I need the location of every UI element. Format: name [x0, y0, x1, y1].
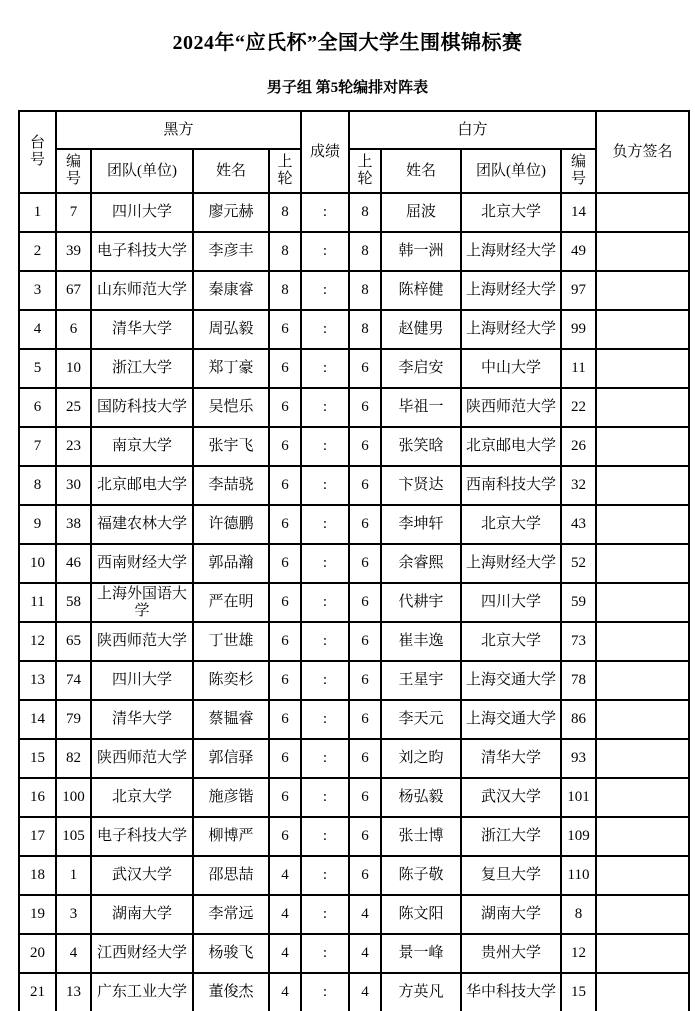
header-result: 成绩: [301, 111, 349, 193]
white-prev-round-cell: 6: [349, 349, 381, 388]
table-row: [19, 934, 689, 973]
white-prev-round-cell: 6: [349, 427, 381, 466]
result-cell: :: [301, 232, 349, 271]
white-player-name-cell: 杨弘毅: [381, 778, 461, 817]
black-player-name-cell: 许德鹏: [193, 505, 269, 544]
board-number-cell: 7: [19, 427, 56, 466]
white-team-cell: 华中科技大学: [461, 973, 561, 1011]
black-prev-round-cell: 6: [269, 388, 301, 427]
board-number-cell: 4: [19, 310, 56, 349]
board-number-cell: 8: [19, 466, 56, 505]
white-team-cell: 上海交通大学: [461, 700, 561, 739]
black-player-number-cell: 7: [56, 193, 91, 232]
white-player-number-cell: 11: [561, 349, 596, 388]
board-number-cell: 9: [19, 505, 56, 544]
white-player-number-cell: 78: [561, 661, 596, 700]
white-player-number-cell: 73: [561, 622, 596, 661]
loser-signature-cell: [596, 934, 689, 973]
black-team-cell: 浙江大学: [91, 349, 193, 388]
header-white-side: 白方: [349, 111, 596, 149]
loser-signature-cell: [596, 700, 689, 739]
black-prev-round-cell: 4: [269, 973, 301, 1011]
black-player-number-cell: 105: [56, 817, 91, 856]
header-black-prev-round: 上轮: [269, 149, 301, 193]
loser-signature-cell: [596, 661, 689, 700]
white-prev-round-cell: 4: [349, 934, 381, 973]
board-number-cell: 5: [19, 349, 56, 388]
table-row: [19, 544, 689, 583]
black-team-cell: 清华大学: [91, 700, 193, 739]
white-player-name-cell: 李天元: [381, 700, 461, 739]
black-player-name-cell: 丁世雄: [193, 622, 269, 661]
black-team-cell: 广东工业大学: [91, 973, 193, 1011]
result-cell: :: [301, 310, 349, 349]
white-player-name-cell: 方英凡: [381, 973, 461, 1011]
result-cell: :: [301, 661, 349, 700]
black-player-number-cell: 23: [56, 427, 91, 466]
black-prev-round-cell: 6: [269, 700, 301, 739]
white-prev-round-cell: 6: [349, 388, 381, 427]
header-loser-signature: 负方签名: [596, 111, 689, 193]
black-team-cell: 电子科技大学: [91, 232, 193, 271]
white-prev-round-cell: 4: [349, 895, 381, 934]
black-team-cell: 南京大学: [91, 427, 193, 466]
black-prev-round-cell: 6: [269, 622, 301, 661]
black-team-cell: 西南财经大学: [91, 544, 193, 583]
black-player-number-cell: 38: [56, 505, 91, 544]
black-player-number-cell: 82: [56, 739, 91, 778]
black-prev-round-cell: 6: [269, 505, 301, 544]
black-team-cell: 四川大学: [91, 661, 193, 700]
table-row: [19, 466, 689, 505]
table-row: [19, 271, 689, 310]
black-prev-round-cell: 6: [269, 310, 301, 349]
black-player-name-cell: 郑丁豪: [193, 349, 269, 388]
board-number-cell: 16: [19, 778, 56, 817]
loser-signature-cell: [596, 271, 689, 310]
white-team-cell: 武汉大学: [461, 778, 561, 817]
black-player-number-cell: 30: [56, 466, 91, 505]
white-prev-round-cell: 6: [349, 856, 381, 895]
table-row: [19, 856, 689, 895]
result-cell: :: [301, 778, 349, 817]
result-cell: :: [301, 349, 349, 388]
white-team-cell: 四川大学: [461, 583, 561, 622]
black-player-name-cell: 李彦丰: [193, 232, 269, 271]
table-row: [19, 388, 689, 427]
white-player-name-cell: 崔丰逸: [381, 622, 461, 661]
loser-signature-cell: [596, 466, 689, 505]
white-player-name-cell: 李坤轩: [381, 505, 461, 544]
board-number-cell: 6: [19, 388, 56, 427]
header-black-side: 黑方: [56, 111, 301, 149]
loser-signature-cell: [596, 544, 689, 583]
black-prev-round-cell: 6: [269, 544, 301, 583]
white-team-cell: 北京大学: [461, 505, 561, 544]
black-player-number-cell: 4: [56, 934, 91, 973]
loser-signature-cell: [596, 739, 689, 778]
loser-signature-cell: [596, 817, 689, 856]
table-row: [19, 310, 689, 349]
black-player-name-cell: 陈奕杉: [193, 661, 269, 700]
black-prev-round-cell: 8: [269, 271, 301, 310]
black-player-number-cell: 25: [56, 388, 91, 427]
white-player-name-cell: 张笑晗: [381, 427, 461, 466]
black-prev-round-cell: 8: [269, 193, 301, 232]
table-row: [19, 778, 689, 817]
white-team-cell: 上海财经大学: [461, 232, 561, 271]
black-team-cell: 电子科技大学: [91, 817, 193, 856]
result-cell: :: [301, 739, 349, 778]
white-prev-round-cell: 6: [349, 778, 381, 817]
board-number-cell: 21: [19, 973, 56, 1011]
black-team-cell: 国防科技大学: [91, 388, 193, 427]
white-team-cell: 中山大学: [461, 349, 561, 388]
board-number-cell: 17: [19, 817, 56, 856]
black-player-number-cell: 10: [56, 349, 91, 388]
board-number-cell: 15: [19, 739, 56, 778]
white-player-number-cell: 22: [561, 388, 596, 427]
black-player-number-cell: 1: [56, 856, 91, 895]
white-prev-round-cell: 6: [349, 817, 381, 856]
table-row: [19, 505, 689, 544]
board-number-cell: 11: [19, 583, 56, 622]
black-player-number-cell: 46: [56, 544, 91, 583]
black-prev-round-cell: 6: [269, 349, 301, 388]
white-team-cell: 西南科技大学: [461, 466, 561, 505]
white-player-name-cell: 毕祖一: [381, 388, 461, 427]
table-row: [19, 193, 689, 232]
loser-signature-cell: [596, 310, 689, 349]
white-prev-round-cell: 6: [349, 739, 381, 778]
board-number-cell: 13: [19, 661, 56, 700]
black-player-name-cell: 吴恺乐: [193, 388, 269, 427]
header-black-name: 姓名: [193, 149, 269, 193]
board-number-cell: 18: [19, 856, 56, 895]
white-team-cell: 上海财经大学: [461, 544, 561, 583]
white-prev-round-cell: 6: [349, 505, 381, 544]
result-cell: :: [301, 505, 349, 544]
white-team-cell: 上海财经大学: [461, 271, 561, 310]
white-player-name-cell: 卞贤达: [381, 466, 461, 505]
black-team-cell: 上海外国语大学: [91, 583, 193, 622]
black-prev-round-cell: 6: [269, 739, 301, 778]
white-player-name-cell: 陈文阳: [381, 895, 461, 934]
white-player-name-cell: 代耕宇: [381, 583, 461, 622]
black-player-number-cell: 79: [56, 700, 91, 739]
black-team-cell: 清华大学: [91, 310, 193, 349]
page-subtitle: 男子组 第5轮编排对阵表: [266, 80, 429, 96]
table-row: [19, 973, 689, 1011]
loser-signature-cell: [596, 505, 689, 544]
loser-signature-cell: [596, 193, 689, 232]
loser-signature-cell: [596, 232, 689, 271]
white-prev-round-cell: 6: [349, 544, 381, 583]
black-team-cell: 北京大学: [91, 778, 193, 817]
result-cell: :: [301, 973, 349, 1011]
result-cell: :: [301, 856, 349, 895]
black-player-name-cell: 李常远: [193, 895, 269, 934]
board-number-cell: 19: [19, 895, 56, 934]
white-player-name-cell: 屈波: [381, 193, 461, 232]
white-player-number-cell: 99: [561, 310, 596, 349]
black-player-name-cell: 张宇飞: [193, 427, 269, 466]
white-player-name-cell: 陈子敬: [381, 856, 461, 895]
result-cell: :: [301, 193, 349, 232]
black-player-name-cell: 邵思喆: [193, 856, 269, 895]
white-prev-round-cell: 4: [349, 973, 381, 1011]
loser-signature-cell: [596, 895, 689, 934]
result-cell: :: [301, 466, 349, 505]
header-white-player-number: 编号: [561, 149, 596, 193]
black-team-cell: 陕西师范大学: [91, 622, 193, 661]
table-row: [19, 817, 689, 856]
black-player-name-cell: 郭品瀚: [193, 544, 269, 583]
white-player-number-cell: 109: [561, 817, 596, 856]
loser-signature-cell: [596, 427, 689, 466]
page-title: 2024年“应氏杯”全国大学生围棋锦标赛: [172, 32, 523, 54]
table-row: [19, 661, 689, 700]
white-team-cell: 北京大学: [461, 622, 561, 661]
white-player-number-cell: 15: [561, 973, 596, 1011]
loser-signature-cell: [596, 388, 689, 427]
black-player-number-cell: 58: [56, 583, 91, 622]
loser-signature-cell: [596, 583, 689, 622]
white-player-name-cell: 陈梓健: [381, 271, 461, 310]
white-prev-round-cell: 6: [349, 661, 381, 700]
black-team-cell: 武汉大学: [91, 856, 193, 895]
black-player-number-cell: 6: [56, 310, 91, 349]
white-player-number-cell: 26: [561, 427, 596, 466]
white-team-cell: 复旦大学: [461, 856, 561, 895]
loser-signature-cell: [596, 856, 689, 895]
black-team-cell: 江西财经大学: [91, 934, 193, 973]
black-player-name-cell: 严在明: [193, 583, 269, 622]
table-row: [19, 583, 689, 622]
black-prev-round-cell: 4: [269, 856, 301, 895]
white-team-cell: 北京邮电大学: [461, 427, 561, 466]
result-cell: :: [301, 583, 349, 622]
result-cell: :: [301, 388, 349, 427]
black-player-name-cell: 董俊杰: [193, 973, 269, 1011]
table-row: [19, 622, 689, 661]
board-number-cell: 2: [19, 232, 56, 271]
loser-signature-cell: [596, 973, 689, 1011]
white-team-cell: 贵州大学: [461, 934, 561, 973]
loser-signature-cell: [596, 349, 689, 388]
black-player-name-cell: 李喆骁: [193, 466, 269, 505]
table-row: [19, 427, 689, 466]
black-player-name-cell: 柳博严: [193, 817, 269, 856]
white-prev-round-cell: 6: [349, 700, 381, 739]
white-player-number-cell: 8: [561, 895, 596, 934]
result-cell: :: [301, 427, 349, 466]
white-player-number-cell: 59: [561, 583, 596, 622]
result-cell: :: [301, 817, 349, 856]
white-team-cell: 上海财经大学: [461, 310, 561, 349]
header-board-number: 台号: [19, 111, 56, 193]
white-team-cell: 清华大学: [461, 739, 561, 778]
black-prev-round-cell: 4: [269, 934, 301, 973]
black-player-number-cell: 74: [56, 661, 91, 700]
board-number-cell: 14: [19, 700, 56, 739]
black-team-cell: 福建农林大学: [91, 505, 193, 544]
black-prev-round-cell: 6: [269, 427, 301, 466]
result-cell: :: [301, 895, 349, 934]
white-player-number-cell: 110: [561, 856, 596, 895]
white-player-number-cell: 52: [561, 544, 596, 583]
board-number-cell: 1: [19, 193, 56, 232]
board-number-cell: 10: [19, 544, 56, 583]
table-row: [19, 349, 689, 388]
white-prev-round-cell: 6: [349, 583, 381, 622]
black-player-name-cell: 廖元赫: [193, 193, 269, 232]
white-prev-round-cell: 8: [349, 232, 381, 271]
white-player-number-cell: 97: [561, 271, 596, 310]
black-team-cell: 四川大学: [91, 193, 193, 232]
table-row: [19, 232, 689, 271]
black-team-cell: 陕西师范大学: [91, 739, 193, 778]
white-player-number-cell: 43: [561, 505, 596, 544]
black-player-name-cell: 蔡韫睿: [193, 700, 269, 739]
board-number-cell: 3: [19, 271, 56, 310]
white-prev-round-cell: 6: [349, 622, 381, 661]
header-white-name: 姓名: [381, 149, 461, 193]
result-cell: :: [301, 271, 349, 310]
white-player-number-cell: 93: [561, 739, 596, 778]
white-player-number-cell: 86: [561, 700, 596, 739]
white-player-name-cell: 余睿熙: [381, 544, 461, 583]
table-row: [19, 895, 689, 934]
black-prev-round-cell: 6: [269, 466, 301, 505]
result-cell: :: [301, 934, 349, 973]
black-player-name-cell: 施彦锴: [193, 778, 269, 817]
result-cell: :: [301, 700, 349, 739]
white-team-cell: 湖南大学: [461, 895, 561, 934]
loser-signature-cell: [596, 622, 689, 661]
white-team-cell: 陕西师范大学: [461, 388, 561, 427]
result-cell: :: [301, 544, 349, 583]
white-prev-round-cell: 8: [349, 193, 381, 232]
result-cell: :: [301, 622, 349, 661]
black-player-number-cell: 39: [56, 232, 91, 271]
black-prev-round-cell: 6: [269, 817, 301, 856]
black-player-number-cell: 13: [56, 973, 91, 1011]
white-player-name-cell: 王星宇: [381, 661, 461, 700]
white-player-number-cell: 14: [561, 193, 596, 232]
white-prev-round-cell: 8: [349, 310, 381, 349]
black-team-cell: 北京邮电大学: [91, 466, 193, 505]
white-player-name-cell: 韩一洲: [381, 232, 461, 271]
black-prev-round-cell: 8: [269, 232, 301, 271]
white-prev-round-cell: 6: [349, 466, 381, 505]
black-player-name-cell: 周弘毅: [193, 310, 269, 349]
white-team-cell: 浙江大学: [461, 817, 561, 856]
white-player-number-cell: 101: [561, 778, 596, 817]
white-player-name-cell: 刘之昀: [381, 739, 461, 778]
header-black-team: 团队(单位): [91, 149, 193, 193]
white-prev-round-cell: 8: [349, 271, 381, 310]
black-player-name-cell: 秦康睿: [193, 271, 269, 310]
table-row: [19, 739, 689, 778]
black-prev-round-cell: 6: [269, 661, 301, 700]
black-team-cell: 湖南大学: [91, 895, 193, 934]
board-number-cell: 12: [19, 622, 56, 661]
black-team-cell: 山东师范大学: [91, 271, 193, 310]
header-white-team: 团队(单位): [461, 149, 561, 193]
header-black-player-number: 编号: [56, 149, 91, 193]
pairing-table: [18, 110, 690, 1011]
black-player-number-cell: 3: [56, 895, 91, 934]
white-team-cell: 上海交通大学: [461, 661, 561, 700]
white-player-number-cell: 12: [561, 934, 596, 973]
black-player-name-cell: 杨骏飞: [193, 934, 269, 973]
loser-signature-cell: [596, 778, 689, 817]
black-prev-round-cell: 4: [269, 895, 301, 934]
board-number-cell: 20: [19, 934, 56, 973]
black-player-number-cell: 67: [56, 271, 91, 310]
black-prev-round-cell: 6: [269, 583, 301, 622]
black-prev-round-cell: 6: [269, 778, 301, 817]
white-player-name-cell: 赵健男: [381, 310, 461, 349]
white-player-number-cell: 32: [561, 466, 596, 505]
header-white-prev-round: 上轮: [349, 149, 381, 193]
white-player-name-cell: 张士博: [381, 817, 461, 856]
white-player-number-cell: 49: [561, 232, 596, 271]
white-player-name-cell: 李启安: [381, 349, 461, 388]
black-player-name-cell: 郭信驿: [193, 739, 269, 778]
white-team-cell: 北京大学: [461, 193, 561, 232]
black-player-number-cell: 100: [56, 778, 91, 817]
table-row: [19, 700, 689, 739]
white-player-name-cell: 景一峰: [381, 934, 461, 973]
black-player-number-cell: 65: [56, 622, 91, 661]
